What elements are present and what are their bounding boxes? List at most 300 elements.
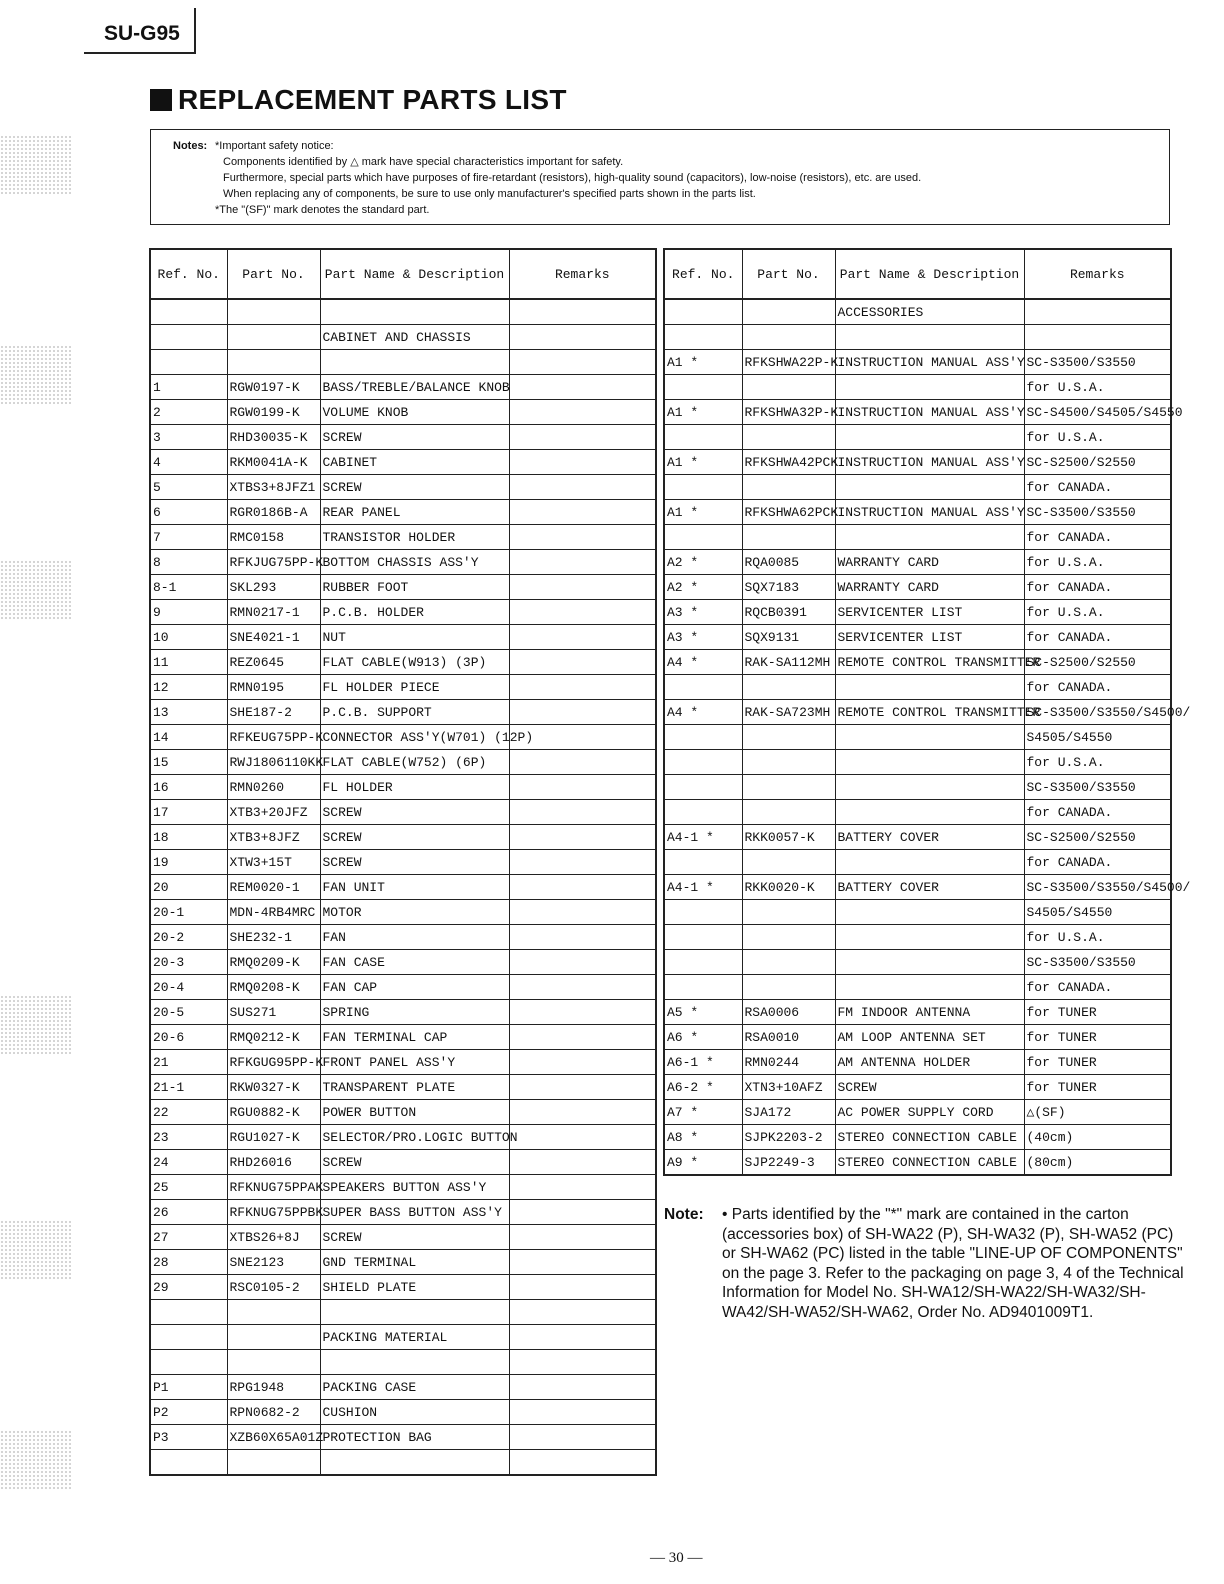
cell-remarks <box>509 1075 656 1100</box>
cell-part-name: FLAT CABLE(W913) (3P) <box>320 650 509 675</box>
table-row <box>150 625 656 650</box>
cell-ref-no: 10 <box>150 625 227 650</box>
cell-part-name <box>835 475 1024 500</box>
cell-ref-no: 13 <box>150 700 227 725</box>
cell-part-name <box>320 1350 509 1375</box>
cell-ref-no: A2 * <box>664 575 742 600</box>
cell-part-no <box>742 800 835 825</box>
cell-remarks: for U.S.A. <box>1024 600 1171 625</box>
cell-part-no: RQA0085 <box>742 550 835 575</box>
table-row <box>664 525 1171 550</box>
cell-part-no <box>742 900 835 925</box>
cell-ref-no <box>664 975 742 1000</box>
cell-part-no: RAK-SA723MH <box>742 700 835 725</box>
cell-part-no <box>227 325 320 350</box>
table-row <box>664 400 1171 425</box>
cell-ref-no: 11 <box>150 650 227 675</box>
cell-part-name <box>835 375 1024 400</box>
table-row <box>664 975 1171 1000</box>
scan-speckle <box>0 1430 72 1490</box>
model-tab <box>84 8 196 54</box>
cell-part-name <box>320 350 509 375</box>
col-remarks: Remarks <box>1024 249 1171 299</box>
notes-line: Components identified by △ mark have special characteristics important for safety. <box>223 156 624 168</box>
cell-remarks <box>509 500 656 525</box>
cell-part-no: RGU1027-K <box>227 1125 320 1150</box>
cell-part-name <box>835 725 1024 750</box>
cell-remarks: for U.S.A. <box>1024 425 1171 450</box>
cell-part-no <box>742 775 835 800</box>
cell-remarks: for TUNER <box>1024 1025 1171 1050</box>
cell-part-no <box>742 325 835 350</box>
cell-part-no: RFKNUG75PPBK <box>227 1200 320 1225</box>
cell-part-no: RPG1948 <box>227 1375 320 1400</box>
table-row <box>664 825 1171 850</box>
cell-part-name: FM INDOOR ANTENNA <box>835 1000 1024 1025</box>
cell-remarks <box>509 525 656 550</box>
cell-part-no: REZ0645 <box>227 650 320 675</box>
scan-speckle <box>0 995 72 1055</box>
table-row <box>664 1050 1171 1075</box>
cell-remarks: SC-S3500/S3550 <box>1024 775 1171 800</box>
cell-part-name: FAN UNIT <box>320 875 509 900</box>
table-row <box>664 600 1171 625</box>
cell-part-name: NUT <box>320 625 509 650</box>
table-row <box>664 550 1171 575</box>
cell-ref-no: A4-1 * <box>664 825 742 850</box>
cell-ref-no: A4 * <box>664 700 742 725</box>
cell-part-no: RWJ1806110KK <box>227 750 320 775</box>
cell-part-no: RKW0327-K <box>227 1075 320 1100</box>
table-row <box>664 875 1171 900</box>
cell-remarks: SC-S2500/S2550 <box>1024 825 1171 850</box>
cell-part-name: VOLUME KNOB <box>320 400 509 425</box>
cell-ref-no <box>664 925 742 950</box>
cell-remarks <box>509 950 656 975</box>
cell-part-no: RSC0105-2 <box>227 1275 320 1300</box>
table-row <box>664 900 1171 925</box>
cell-part-name: P.C.B. SUPPORT <box>320 700 509 725</box>
col-ref-no: Ref. No. <box>664 249 742 299</box>
col-part-no: Part No. <box>227 249 320 299</box>
cell-part-name: CUSHION <box>320 1400 509 1425</box>
cell-part-no <box>742 375 835 400</box>
cell-remarks <box>509 825 656 850</box>
cell-ref-no: A6 * <box>664 1025 742 1050</box>
cell-ref-no: A6-1 * <box>664 1050 742 1075</box>
cell-ref-no: 27 <box>150 1225 227 1250</box>
cell-remarks <box>509 1100 656 1125</box>
cell-part-name: BATTERY COVER <box>835 825 1024 850</box>
cell-ref-no <box>150 325 227 350</box>
table-row <box>150 325 656 350</box>
table-row <box>150 775 656 800</box>
cell-ref-no: 28 <box>150 1250 227 1275</box>
cell-ref-no: P2 <box>150 1400 227 1425</box>
cell-part-no: RFKGUG95PP-K <box>227 1050 320 1075</box>
notes-line: When replacing any of components, be sure to use only manufacturer's specified parts shown in the parts list. <box>223 188 756 200</box>
cell-part-no <box>742 725 835 750</box>
cell-part-name <box>835 850 1024 875</box>
cell-part-no <box>227 1350 320 1375</box>
cell-part-name: SCREW <box>320 425 509 450</box>
cell-part-name: TRANSPARENT PLATE <box>320 1075 509 1100</box>
table-row <box>664 299 1171 325</box>
cell-ref-no <box>150 299 227 325</box>
cell-remarks: SC-S3500/S3550/S4500/ <box>1024 700 1171 725</box>
table-row <box>150 1250 656 1275</box>
table-row <box>150 1400 656 1425</box>
table-row <box>150 1050 656 1075</box>
table-row <box>664 325 1171 350</box>
cell-part-name <box>320 1300 509 1325</box>
cell-part-name: FRONT PANEL ASS'Y <box>320 1050 509 1075</box>
title-square-icon <box>150 89 172 111</box>
col-ref-no: Ref. No. <box>150 249 227 299</box>
cell-ref-no: 20 <box>150 875 227 900</box>
cell-ref-no <box>150 1350 227 1375</box>
cell-remarks <box>509 400 656 425</box>
cell-ref-no: A4 * <box>664 650 742 675</box>
table-row <box>150 600 656 625</box>
cell-remarks <box>509 1125 656 1150</box>
table-row <box>150 1200 656 1225</box>
cell-ref-no <box>150 1300 227 1325</box>
cell-part-name: SHIELD PLATE <box>320 1275 509 1300</box>
table-header-row <box>664 249 1171 299</box>
cell-part-no: RPN0682-2 <box>227 1400 320 1425</box>
table-row <box>150 350 656 375</box>
cell-part-no: RMQ0212-K <box>227 1025 320 1050</box>
cell-part-name: REMOTE CONTROL TRANSMITTER <box>835 700 1024 725</box>
cell-part-name: POWER BUTTON <box>320 1100 509 1125</box>
cell-part-no: XTN3+10AFZ <box>742 1075 835 1100</box>
table-row <box>150 700 656 725</box>
cell-ref-no: A7 * <box>664 1100 742 1125</box>
cell-part-name <box>835 325 1024 350</box>
table-row <box>664 1125 1171 1150</box>
cell-ref-no: 16 <box>150 775 227 800</box>
cell-remarks <box>509 900 656 925</box>
notes-line: *The "(SF)" mark denotes the standard part. <box>215 204 430 216</box>
table-row <box>150 725 656 750</box>
cell-part-name: FAN TERMINAL CAP <box>320 1025 509 1050</box>
cell-part-no: RMC0158 <box>227 525 320 550</box>
cell-remarks <box>509 650 656 675</box>
cell-part-name: SCREW <box>320 825 509 850</box>
table-row <box>150 900 656 925</box>
cell-remarks <box>509 1350 656 1375</box>
cell-remarks <box>509 1025 656 1050</box>
cell-ref-no: A4-1 * <box>664 875 742 900</box>
cell-ref-no: 20-6 <box>150 1025 227 1050</box>
cell-part-name: INSTRUCTION MANUAL ASS'Y <box>835 350 1024 375</box>
scan-speckle <box>0 135 72 195</box>
table-row <box>150 575 656 600</box>
cell-part-no: XZB60X65A01Z <box>227 1425 320 1450</box>
cell-ref-no: P1 <box>150 1375 227 1400</box>
cell-part-no: RMQ0208-K <box>227 975 320 1000</box>
cell-part-no: MDN-4RB4MRC <box>227 900 320 925</box>
cell-part-name: SCREW <box>835 1075 1024 1100</box>
cell-part-name: FAN CASE <box>320 950 509 975</box>
table-row <box>150 925 656 950</box>
table-row <box>664 625 1171 650</box>
cell-part-no: RSA0010 <box>742 1025 835 1050</box>
cell-part-no <box>742 750 835 775</box>
cell-ref-no <box>664 725 742 750</box>
table-row <box>150 850 656 875</box>
cell-part-no <box>227 1450 320 1476</box>
cell-ref-no: 20-3 <box>150 950 227 975</box>
cell-remarks: for CANADA. <box>1024 525 1171 550</box>
cell-part-name: SUPER BASS BUTTON ASS'Y <box>320 1200 509 1225</box>
cell-ref-no: 20-2 <box>150 925 227 950</box>
cell-ref-no: A2 * <box>664 550 742 575</box>
cell-part-no: XTBS3+8JFZ1 <box>227 475 320 500</box>
cell-part-no: RFKSHWA32P-K <box>742 400 835 425</box>
cell-remarks <box>509 1425 656 1450</box>
cell-remarks: for TUNER <box>1024 1050 1171 1075</box>
table-row <box>664 725 1171 750</box>
cell-part-no: SKL293 <box>227 575 320 600</box>
cell-ref-no: 24 <box>150 1150 227 1175</box>
cell-ref-no <box>150 1450 227 1476</box>
cell-remarks <box>509 775 656 800</box>
cell-part-no <box>742 850 835 875</box>
cell-remarks: for U.S.A. <box>1024 550 1171 575</box>
cell-part-no <box>742 525 835 550</box>
cell-remarks <box>509 675 656 700</box>
cell-part-no: SUS271 <box>227 1000 320 1025</box>
cell-ref-no <box>664 475 742 500</box>
cell-remarks <box>509 600 656 625</box>
cell-ref-no: 21 <box>150 1050 227 1075</box>
cell-ref-no: A6-2 * <box>664 1075 742 1100</box>
cell-ref-no: A8 * <box>664 1125 742 1150</box>
cell-ref-no: A1 * <box>664 450 742 475</box>
cell-ref-no <box>664 325 742 350</box>
cell-ref-no: A3 * <box>664 600 742 625</box>
cell-part-name: BOTTOM CHASSIS ASS'Y <box>320 550 509 575</box>
cell-part-no: RMN0244 <box>742 1050 835 1075</box>
cell-remarks <box>509 925 656 950</box>
cell-part-name: INSTRUCTION MANUAL ASS'Y <box>835 450 1024 475</box>
cell-ref-no: 21-1 <box>150 1075 227 1100</box>
cell-remarks <box>509 375 656 400</box>
table-row <box>150 800 656 825</box>
table-row <box>664 1000 1171 1025</box>
cell-remarks <box>1024 325 1171 350</box>
cell-part-no: RMQ0209-K <box>227 950 320 975</box>
cell-part-name: SCREW <box>320 1150 509 1175</box>
cell-remarks: for CANADA. <box>1024 575 1171 600</box>
cell-part-name: SELECTOR/PRO.LOGIC BUTTON <box>320 1125 509 1150</box>
cell-part-name: RUBBER FOOT <box>320 575 509 600</box>
cell-remarks <box>509 1225 656 1250</box>
cell-part-name: SCREW <box>320 1225 509 1250</box>
table-row <box>664 850 1171 875</box>
cell-part-no <box>742 925 835 950</box>
cell-remarks: for TUNER <box>1024 1075 1171 1100</box>
table-row <box>664 925 1171 950</box>
cell-remarks <box>509 325 656 350</box>
cell-part-name <box>835 750 1024 775</box>
table-row <box>150 1075 656 1100</box>
cell-part-no: RKM0041A-K <box>227 450 320 475</box>
table-row <box>664 675 1171 700</box>
cell-remarks: △(SF) <box>1024 1100 1171 1125</box>
table-row <box>664 950 1171 975</box>
cell-part-no <box>227 350 320 375</box>
cell-remarks <box>509 850 656 875</box>
cell-part-name <box>835 900 1024 925</box>
cell-part-no: XTW3+15T <box>227 850 320 875</box>
cell-part-name: REMOTE CONTROL TRANSMITTER <box>835 650 1024 675</box>
cell-part-no: RFKSHWA42PCK <box>742 450 835 475</box>
cell-remarks <box>509 425 656 450</box>
cell-ref-no: P3 <box>150 1425 227 1450</box>
cell-part-no: XTBS26+8J <box>227 1225 320 1250</box>
cell-ref-no <box>150 1325 227 1350</box>
cell-ref-no: A1 * <box>664 500 742 525</box>
cell-remarks: for CANADA. <box>1024 850 1171 875</box>
cell-part-no: RFKSHWA22P-K <box>742 350 835 375</box>
cell-ref-no: 8 <box>150 550 227 575</box>
cell-ref-no: 14 <box>150 725 227 750</box>
cell-part-no: RHD30035-K <box>227 425 320 450</box>
table-row <box>664 475 1171 500</box>
cell-part-name: WARRANTY CARD <box>835 550 1024 575</box>
cell-remarks <box>509 1300 656 1325</box>
table-row <box>150 650 656 675</box>
cell-ref-no: 15 <box>150 750 227 775</box>
cell-remarks <box>509 1150 656 1175</box>
cell-ref-no <box>664 525 742 550</box>
cell-remarks: SC-S3500/S3550 <box>1024 350 1171 375</box>
cell-part-no: RGR0186B-A <box>227 500 320 525</box>
cell-part-no <box>742 475 835 500</box>
cell-ref-no <box>664 750 742 775</box>
cell-ref-no: A1 * <box>664 350 742 375</box>
cell-ref-no: A5 * <box>664 1000 742 1025</box>
cell-ref-no <box>664 950 742 975</box>
cell-part-no: RFKSHWA62PCK <box>742 500 835 525</box>
cell-remarks <box>509 750 656 775</box>
cell-ref-no <box>664 375 742 400</box>
cell-part-no: SNE2123 <box>227 1250 320 1275</box>
cell-part-name: SPRING <box>320 1000 509 1025</box>
cell-part-name: SERVICENTER LIST <box>835 600 1024 625</box>
cell-remarks <box>509 1000 656 1025</box>
page-title <box>150 84 567 116</box>
cell-part-name: FL HOLDER PIECE <box>320 675 509 700</box>
cell-part-name: GND TERMINAL <box>320 1250 509 1275</box>
scan-speckle <box>0 1220 72 1280</box>
table-row <box>150 1300 656 1325</box>
cell-ref-no: 23 <box>150 1125 227 1150</box>
cell-remarks: SC-S2500/S2550 <box>1024 650 1171 675</box>
cell-part-no: XTB3+20JFZ <box>227 800 320 825</box>
cell-part-name: FAN CAP <box>320 975 509 1000</box>
cell-part-name: FAN <box>320 925 509 950</box>
table-row <box>150 1375 656 1400</box>
cell-ref-no: 1 <box>150 375 227 400</box>
cell-part-no: SNE4021-1 <box>227 625 320 650</box>
cell-part-no: SQX7183 <box>742 575 835 600</box>
cell-remarks: S4505/S4550 <box>1024 725 1171 750</box>
cell-remarks <box>509 550 656 575</box>
table-row <box>150 1350 656 1375</box>
cell-remarks: SC-S3500/S3550/S4500/ <box>1024 875 1171 900</box>
notes-label: Notes: <box>173 140 208 152</box>
cell-remarks: SC-S3500/S3550 <box>1024 500 1171 525</box>
bottom-note-text: • Parts identified by the "*" mark are contained in the carton (accessories box) of SH-WA22 (P), SH-WA32 (P), SH-WA52 (PC) or SH-WA62 (PC) listed in the table "LINE-UP OF COMPONENTS" on the page 3. Refer to the packaging on page 3, 4 of the Technical Information for Model No. SH-WA12/SH-WA22/SH-WA32/SH-WA42/SH-WA52/SH-WA62, Order No. AD9401009T1. <box>722 1206 1184 1321</box>
table-header-row <box>150 249 656 299</box>
table-row <box>664 450 1171 475</box>
cell-remarks: SC-S4500/S4505/S4550 <box>1024 400 1171 425</box>
cell-part-no: RFKNUG75PPAK <box>227 1175 320 1200</box>
cell-remarks: SC-S3500/S3550 <box>1024 950 1171 975</box>
table-row <box>150 1275 656 1300</box>
table-row <box>150 1125 656 1150</box>
cell-remarks <box>509 350 656 375</box>
cell-part-name: SCREW <box>320 475 509 500</box>
cell-remarks: S4505/S4550 <box>1024 900 1171 925</box>
cell-part-no: RAK-SA112MH <box>742 650 835 675</box>
table-row <box>664 1100 1171 1125</box>
cell-part-name <box>835 675 1024 700</box>
cell-part-name: MOTOR <box>320 900 509 925</box>
cell-part-no: RQCB0391 <box>742 600 835 625</box>
cell-remarks <box>509 1200 656 1225</box>
cell-part-no <box>742 950 835 975</box>
cell-remarks <box>509 575 656 600</box>
cell-remarks: for CANADA. <box>1024 675 1171 700</box>
cell-remarks: SC-S2500/S2550 <box>1024 450 1171 475</box>
cell-part-name: PACKING MATERIAL <box>320 1325 509 1350</box>
cell-remarks <box>509 299 656 325</box>
table-row <box>150 450 656 475</box>
cell-part-no: RFKEUG75PP-K <box>227 725 320 750</box>
cell-part-no <box>742 675 835 700</box>
model-number: SU-G95 <box>104 22 180 45</box>
table-row <box>664 700 1171 725</box>
table-row <box>150 1000 656 1025</box>
table-row <box>150 1025 656 1050</box>
table-row <box>664 350 1171 375</box>
cell-part-name: SCREW <box>320 850 509 875</box>
cell-remarks <box>509 1325 656 1350</box>
table-row <box>150 1100 656 1125</box>
cell-part-name: FL HOLDER <box>320 775 509 800</box>
cell-ref-no <box>150 350 227 375</box>
cell-remarks <box>509 625 656 650</box>
cell-part-name: TRANSISTOR HOLDER <box>320 525 509 550</box>
table-row <box>150 875 656 900</box>
table-row <box>150 375 656 400</box>
cell-remarks: for U.S.A. <box>1024 925 1171 950</box>
table-row <box>664 425 1171 450</box>
table-row <box>150 1150 656 1175</box>
table-row <box>664 575 1171 600</box>
cell-part-no: RGU0882-K <box>227 1100 320 1125</box>
cell-part-name <box>320 1450 509 1476</box>
cell-ref-no: 19 <box>150 850 227 875</box>
cell-remarks <box>509 1250 656 1275</box>
cell-remarks <box>509 875 656 900</box>
table-row <box>150 1225 656 1250</box>
